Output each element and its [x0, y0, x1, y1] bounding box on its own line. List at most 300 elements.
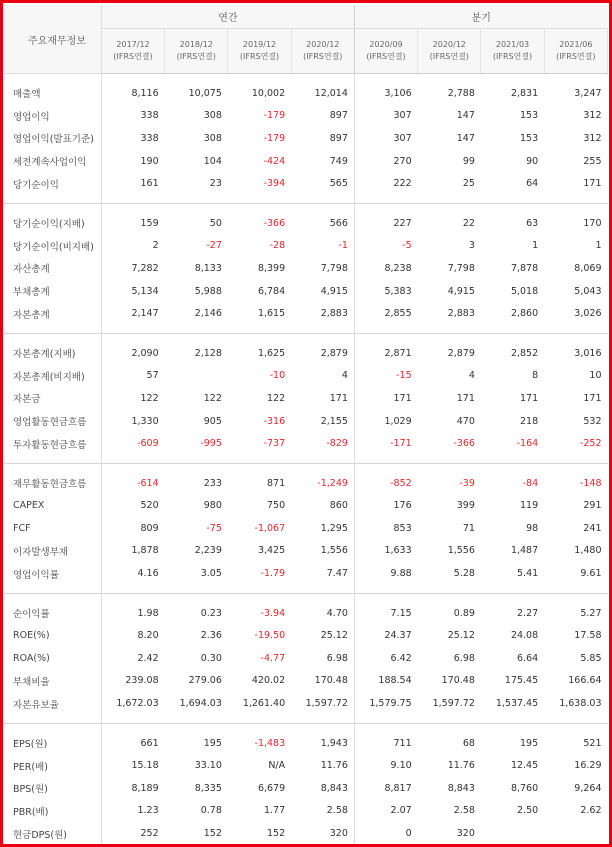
table-cell: 521 [583, 737, 602, 749]
table-cell: 1.77 [263, 805, 286, 817]
table-cell: 10,002 [251, 87, 286, 99]
table-cell: -84 [522, 477, 539, 489]
table-cell: 222 [393, 178, 412, 190]
table-cell: 1,694.03 [179, 698, 222, 710]
table-cell: 1,480 [574, 545, 602, 557]
table-cell: 12.45 [510, 760, 539, 772]
table-cell: 9.88 [390, 568, 412, 580]
table-cell: 195 [520, 737, 539, 749]
table-row [4, 472, 608, 495]
table-cell: 50 [209, 217, 222, 229]
table-cell: 2.58 [291, 800, 354, 823]
table-cell: 171 [393, 392, 412, 404]
table-cell: 0.30 [200, 652, 222, 664]
table-row [4, 127, 608, 150]
table-cell: 420.02 [251, 675, 286, 687]
column-period: 2019/12 [242, 40, 277, 49]
table-cell: -15 [396, 370, 412, 382]
table-cell: 750 [267, 500, 286, 512]
table-cell: 980 [203, 500, 222, 512]
table-cell: 63 [526, 217, 539, 229]
table-cell: 5,018 [510, 285, 539, 297]
table-cell: 1,638.03 [559, 698, 602, 710]
table-cell: 809 [140, 522, 159, 534]
table-cell: 7.15 [390, 607, 412, 619]
table-cell: 2,239 [194, 545, 222, 557]
table-cell: 2,090 [131, 347, 159, 359]
table-cell: 5,134 [131, 285, 159, 297]
table-cell: 153 [520, 110, 539, 122]
table-cell: 1,672.03 [116, 698, 159, 710]
row-label: 당기순이익(지배) [4, 212, 101, 235]
table-cell: 307 [393, 110, 412, 122]
table-cell: 1,633 [384, 545, 412, 557]
table-cell: 152 [203, 828, 222, 840]
table-row [4, 754, 608, 777]
row-label: 당기순이익 [4, 172, 101, 195]
table-cell: -179 [263, 132, 286, 144]
table-cell: 252 [140, 828, 159, 840]
table-cell: 4,915 [447, 285, 475, 297]
table-cell: 1,579.75 [369, 698, 412, 710]
table-cell: 6.42 [390, 652, 412, 664]
table-cell: 1,625 [257, 347, 286, 359]
table-cell: 176 [393, 500, 412, 512]
row-label: 자본총계(지배) [4, 342, 101, 365]
table-cell: 3 [468, 240, 475, 252]
column-period: 2017/12 [116, 40, 150, 49]
table-cell: 6,784 [257, 285, 286, 297]
table-cell: 25 [462, 178, 475, 190]
table-cell: 1,556 [291, 540, 354, 563]
table-cell: 0 [405, 828, 412, 840]
table-row [4, 257, 608, 280]
table-cell: 8,069 [574, 262, 602, 274]
table-cell: 233 [203, 477, 222, 489]
table-cell: 1,029 [384, 415, 412, 427]
table-cell: 10,075 [188, 87, 222, 99]
table-cell: 2,852 [510, 347, 539, 359]
column-header [291, 29, 354, 74]
table-row [4, 624, 608, 647]
table-cell: 1,261.40 [242, 698, 286, 710]
table-cell: 661 [140, 737, 159, 749]
table-cell: -3.94 [260, 607, 286, 619]
table-cell: 147 [456, 132, 475, 144]
group-spacer [4, 325, 608, 334]
column-header [165, 29, 228, 74]
column-basis: (IFRS연결) [113, 52, 153, 61]
table-cell: -1,483 [254, 737, 286, 749]
table-cell: 98 [526, 522, 539, 534]
table-cell: 711 [393, 737, 412, 749]
table-cell: 2,788 [447, 87, 475, 99]
table-cell: -1,067 [254, 522, 286, 534]
table-cell: 279.06 [188, 675, 222, 687]
table-cell: -39 [459, 477, 475, 489]
table-cell [544, 822, 607, 845]
table-cell: 8,843 [447, 782, 475, 794]
table-cell: 99 [462, 155, 475, 167]
table-cell: 2,147 [131, 308, 159, 320]
table-cell: 1,878 [131, 545, 159, 557]
table-cell: 338 [140, 132, 159, 144]
table-cell: 8,238 [384, 262, 412, 274]
table-cell: 122 [267, 392, 286, 404]
table-cell: -164 [516, 438, 539, 450]
table-cell: 1,487 [510, 545, 539, 557]
table-cell: 320 [291, 822, 354, 845]
table-cell: 8,843 [291, 777, 354, 800]
table-cell: 1,943 [291, 732, 354, 755]
column-header [228, 29, 291, 74]
table-cell: 338 [140, 110, 159, 122]
table-cell: -27 [206, 240, 222, 252]
row-label: 이자발생부채 [4, 540, 101, 563]
table-cell: 2.50 [517, 805, 539, 817]
column-header [418, 29, 481, 74]
table-cell: 24.08 [510, 630, 539, 642]
table-cell: 227 [393, 217, 412, 229]
table-cell: 270 [393, 155, 412, 167]
table-cell: 171 [583, 178, 602, 190]
table-cell: 8.20 [137, 630, 159, 642]
table-cell: 520 [140, 500, 159, 512]
table-cell: 57 [146, 370, 159, 382]
column-header [481, 29, 544, 74]
table-cell: 16.29 [574, 760, 602, 772]
table-cell: 1 [532, 240, 539, 252]
table-cell: 307 [393, 132, 412, 144]
table-cell: -995 [200, 438, 222, 450]
table-cell: -179 [263, 110, 286, 122]
table-cell: 159 [140, 217, 159, 229]
table-cell: 312 [583, 110, 602, 122]
row-label: 매출액 [4, 82, 101, 105]
table-cell: 8,133 [194, 262, 222, 274]
column-period: 2020/12 [306, 40, 340, 49]
table-cell [165, 365, 228, 388]
financial-table [4, 5, 608, 847]
table-cell: N/A [268, 760, 286, 772]
table-cell: 170 [583, 217, 602, 229]
table-cell: 0.89 [453, 607, 475, 619]
table-row [4, 692, 608, 715]
table-cell: 4.70 [291, 602, 354, 625]
table-cell: 6.98 [291, 647, 354, 670]
table-cell: 171 [583, 392, 602, 404]
table-cell: -1 [291, 235, 354, 258]
table-cell: 1 [595, 240, 602, 252]
table-cell: 166.64 [568, 675, 602, 687]
table-row [4, 647, 608, 670]
table-row [4, 540, 608, 563]
row-label: 현금DPS(원) [4, 822, 101, 845]
table-cell: 2.27 [517, 607, 539, 619]
table-cell: 147 [456, 110, 475, 122]
table-cell: 1,597.72 [432, 698, 475, 710]
table-row [4, 800, 608, 823]
table-cell: 104 [203, 155, 222, 167]
table-cell: 188.54 [378, 675, 412, 687]
table-cell: 23 [209, 178, 222, 190]
table-cell: 6,679 [257, 782, 286, 794]
table-cell: -366 [263, 217, 286, 229]
table-cell: 1,537.45 [495, 698, 539, 710]
row-label: 세전계속사업이익 [4, 150, 101, 173]
table-cell: 175.45 [504, 675, 539, 687]
table-cell: 218 [520, 415, 539, 427]
table-cell: 5.28 [453, 568, 475, 580]
quarter-group-header: 분기 [354, 5, 607, 29]
table-cell: 2,879 [447, 347, 475, 359]
table-cell: -75 [206, 522, 222, 534]
column-period: 2021/03 [495, 40, 530, 49]
table-cell: 71 [462, 522, 475, 534]
table-row [4, 150, 608, 173]
table-cell: 171 [520, 392, 539, 404]
column-basis: (IFRS연결) [492, 52, 533, 61]
group-spacer [4, 203, 608, 212]
table-row [4, 432, 608, 455]
table-cell: 25.12 [291, 624, 354, 647]
group-spacer [4, 723, 608, 732]
table-cell: 3,106 [384, 87, 412, 99]
table-row [4, 777, 608, 800]
table-cell: 470 [456, 415, 475, 427]
table-cell: 7.47 [291, 562, 354, 585]
table-cell: -737 [263, 438, 286, 450]
table-cell: 853 [393, 522, 412, 534]
table-cell: 8,335 [194, 782, 222, 794]
table-row [4, 387, 608, 410]
table-cell: -394 [263, 178, 286, 190]
table-cell: 871 [267, 477, 286, 489]
table-cell: 7,282 [131, 262, 159, 274]
table-cell: 4 [291, 365, 354, 388]
table-cell: 1.23 [137, 805, 159, 817]
table-cell: -1.79 [260, 568, 286, 580]
table-cell: -28 [269, 240, 286, 252]
table-cell: -148 [579, 477, 602, 489]
table-cell: 1,556 [447, 545, 475, 557]
table-cell: 8,116 [131, 87, 159, 99]
column-period: 2021/06 [559, 40, 593, 49]
table-cell: -316 [263, 415, 286, 427]
table-cell: 3.05 [200, 568, 222, 580]
table-cell: 8,399 [257, 262, 286, 274]
table-cell: 4 [468, 370, 475, 382]
table-cell: 565 [291, 172, 354, 195]
table-cell: 25.12 [447, 630, 475, 642]
table-cell: 24.37 [384, 630, 412, 642]
table-cell: 308 [203, 132, 222, 144]
table-cell: 399 [456, 500, 475, 512]
table-cell: 22 [462, 217, 475, 229]
group-spacer [4, 333, 608, 342]
table-cell: 122 [140, 392, 159, 404]
table-cell: 905 [203, 415, 222, 427]
table-cell: 2 [152, 240, 159, 252]
table-cell: -171 [390, 438, 412, 450]
row-label: 투자활동현금흐름 [4, 432, 101, 455]
row-label: 부채총계 [4, 280, 101, 303]
group-spacer [4, 455, 608, 464]
column-period: 2018/12 [179, 40, 213, 49]
table-row [4, 517, 608, 540]
row-label: 재무활동현금흐름 [4, 472, 101, 495]
row-label: 영업이익(발표기준) [4, 127, 101, 150]
table-cell: -829 [291, 432, 354, 455]
table-row [4, 212, 608, 235]
table-cell: 170.48 [291, 670, 354, 693]
table-cell: 2,879 [291, 342, 354, 365]
column-period: 2020/09 [369, 40, 403, 49]
table-cell [481, 822, 544, 845]
annual-group-header: 연간 [101, 5, 354, 29]
row-label: EPS(원) [4, 732, 101, 755]
column-basis: (IFRS연결) [366, 52, 406, 61]
table-cell: -10 [269, 370, 286, 382]
table-row [4, 302, 608, 325]
column-basis: (IFRS연결) [556, 52, 596, 61]
table-cell: 532 [583, 415, 602, 427]
table-cell: 239.08 [125, 675, 159, 687]
column-basis: (IFRS연결) [429, 52, 469, 61]
table-cell: 11.76 [447, 760, 475, 772]
table-cell: 170.48 [441, 675, 475, 687]
table-cell: 6.98 [453, 652, 475, 664]
table-cell: 308 [203, 110, 222, 122]
table-cell: 897 [291, 127, 354, 150]
table-row [4, 82, 608, 105]
column-header [544, 29, 607, 74]
table-cell: -1,249 [291, 472, 354, 495]
table-cell: 255 [583, 155, 602, 167]
table-cell: 33.10 [194, 760, 222, 772]
table-cell: 2.07 [390, 805, 412, 817]
table-cell: 3,016 [574, 347, 602, 359]
table-cell: -366 [453, 438, 475, 450]
row-label: 자산총계 [4, 257, 101, 280]
table-cell: -4.77 [260, 652, 286, 664]
table-cell: 171 [456, 392, 475, 404]
row-label: PER(배) [4, 754, 101, 777]
table-cell: 152 [267, 828, 286, 840]
table-cell: 90 [526, 155, 539, 167]
table-row [4, 105, 608, 128]
row-label: BPS(원) [4, 777, 101, 800]
table-cell: 9.10 [390, 760, 412, 772]
table-cell: 4.16 [137, 568, 159, 580]
table-cell: 4,915 [291, 280, 354, 303]
group-spacer [4, 585, 608, 594]
table-cell: 2,146 [194, 308, 222, 320]
table-cell: 2,831 [510, 87, 539, 99]
table-cell: 860 [291, 495, 354, 518]
table-cell: 195 [203, 737, 222, 749]
table-cell: 11.76 [291, 754, 354, 777]
group-spacer [4, 74, 608, 83]
table-cell: 8 [532, 370, 539, 382]
table-cell: 291 [583, 500, 602, 512]
table-row [4, 495, 608, 518]
table-row [4, 172, 608, 195]
table-header-label: 주요재무정보 [4, 5, 101, 74]
column-period: 2020/12 [432, 40, 466, 49]
table-cell: 1,615 [257, 308, 286, 320]
table-cell: 6.64 [517, 652, 539, 664]
table-cell: 5.41 [517, 568, 539, 580]
table-cell: 5,988 [194, 285, 222, 297]
table-cell: -614 [137, 477, 159, 489]
table-cell: 1,295 [291, 517, 354, 540]
table-cell: 2,155 [291, 410, 354, 433]
table-cell: 2,883 [291, 302, 354, 325]
table-cell: 1,597.72 [291, 692, 354, 715]
table-cell: 241 [583, 522, 602, 534]
row-label: 자본총계 [4, 302, 101, 325]
row-label: 자본유보율 [4, 692, 101, 715]
table-cell: 17.58 [574, 630, 602, 642]
group-spacer [4, 463, 608, 472]
table-cell: 566 [291, 212, 354, 235]
table-row [4, 822, 608, 845]
group-spacer [4, 195, 608, 204]
table-cell: -852 [390, 477, 412, 489]
table-row [4, 562, 608, 585]
table-cell: 2,860 [510, 308, 539, 320]
table-cell: -5 [402, 240, 412, 252]
row-label: 자본금 [4, 387, 101, 410]
table-cell: 2.42 [137, 652, 159, 664]
table-cell: 3,247 [574, 87, 602, 99]
table-cell: 9,264 [574, 782, 602, 794]
table-cell: -424 [263, 155, 286, 167]
table-cell: 7,798 [291, 257, 354, 280]
row-label: FCF [4, 517, 101, 540]
table-cell: 153 [520, 132, 539, 144]
table-cell: 3,026 [574, 308, 602, 320]
row-label: ROA(%) [4, 647, 101, 670]
table-cell: 9.61 [580, 568, 602, 580]
row-label: 자본총계(비지배) [4, 365, 101, 388]
table-cell: 2.62 [580, 805, 602, 817]
table-cell: 1.98 [137, 607, 159, 619]
row-label: 순이익률 [4, 602, 101, 625]
table-cell: 897 [291, 105, 354, 128]
column-basis: (IFRS연결) [176, 52, 216, 61]
table-cell: 10 [589, 370, 602, 382]
row-label: CAPEX [4, 495, 101, 518]
row-label: 영업이익률 [4, 562, 101, 585]
table-cell: 0.23 [200, 607, 222, 619]
table-row [4, 365, 608, 388]
row-label: PBR(배) [4, 800, 101, 823]
table-cell: 2,871 [384, 347, 412, 359]
row-label: 영업활동현금흐름 [4, 410, 101, 433]
group-spacer [4, 593, 608, 602]
table-cell: 2,855 [384, 308, 412, 320]
row-label: 부채비율 [4, 670, 101, 693]
table-cell: 64 [526, 178, 539, 190]
table-cell: 7,798 [447, 262, 475, 274]
column-header [354, 29, 417, 74]
table-cell: 7,878 [510, 262, 539, 274]
row-label: 영업이익 [4, 105, 101, 128]
table-cell: 2,883 [447, 308, 475, 320]
row-label: ROE(%) [4, 624, 101, 647]
